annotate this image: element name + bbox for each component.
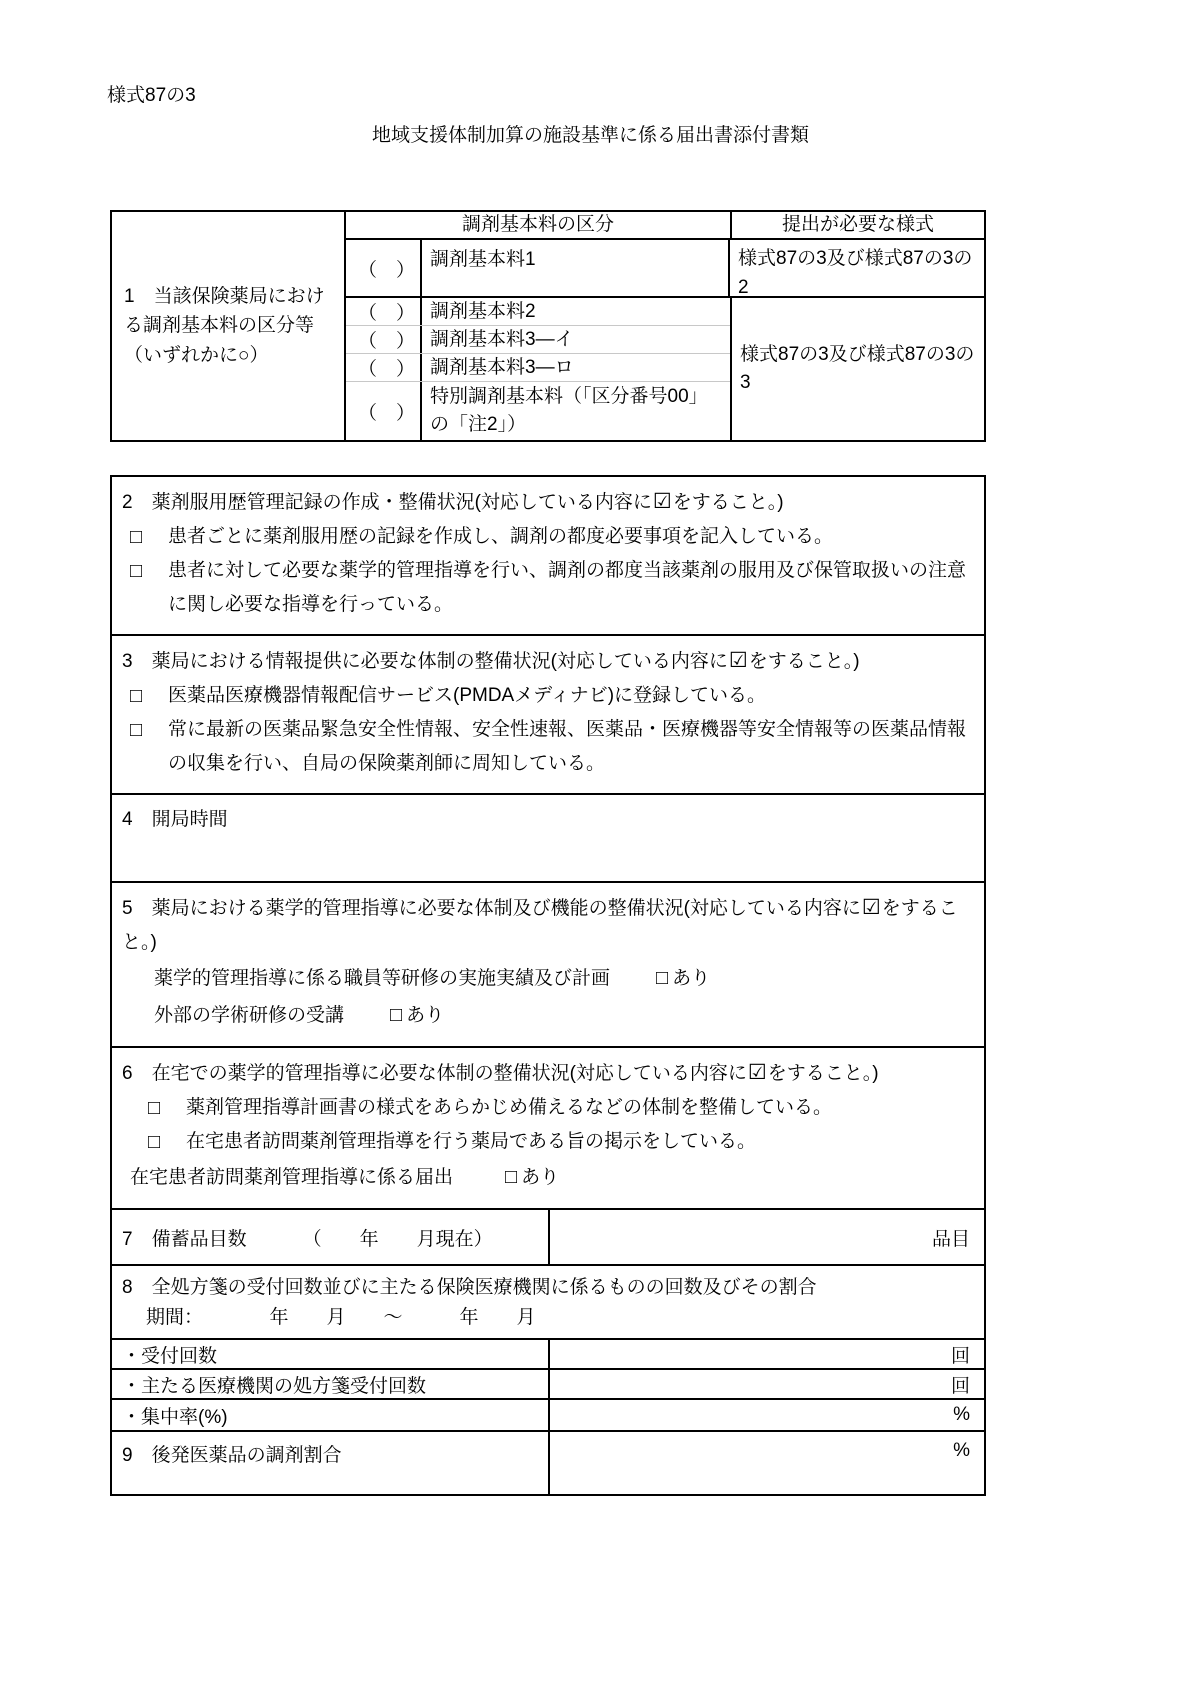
form-number: 様式87の3 bbox=[107, 85, 196, 106]
table-row bbox=[112, 1370, 984, 1400]
row-value-cell[interactable] bbox=[550, 1370, 984, 1398]
checkbox-icon[interactable]: □ bbox=[390, 1004, 403, 1026]
section-4-title: 4 開局時間 bbox=[122, 809, 228, 830]
section-8-title: 8 全処方箋の受付回数並びに主たる保険医療機関に係るものの回数及びその割合 bbox=[122, 1277, 817, 1298]
checkbox-icon[interactable]: □ bbox=[130, 560, 143, 582]
section-9-label: 9 後発医薬品の調剤割合 bbox=[112, 1432, 550, 1494]
table-row bbox=[346, 354, 730, 382]
checkbox-icon[interactable]: □ bbox=[130, 719, 143, 741]
required-form-cell: 様式87の3及び様式87の3の3 bbox=[740, 343, 975, 393]
section-9-unit: % bbox=[953, 1440, 970, 1461]
section-3 bbox=[112, 636, 984, 795]
checklist-item-text: 薬剤管理指導計画書の様式をあらかじめ備えるなどの体制を整備している。 bbox=[186, 1097, 833, 1118]
column-header-required-form: 提出が必要な様式 bbox=[781, 214, 934, 235]
row-label: 在宅患者訪問薬剤管理指導に係る届出 bbox=[130, 1167, 454, 1188]
fee-item-label: 調剤基本料2 bbox=[430, 300, 536, 322]
checklist-item-text: 患者ごとに薬剤服用歴の記録を作成し、調剤の都度必要事項を記入している。 bbox=[168, 526, 834, 547]
section-3-title-text: 3 薬局における情報提供に必要な体制の整備状況(対応している内容に bbox=[122, 651, 728, 672]
section-2-title bbox=[122, 485, 974, 520]
section-6-title-text: 6 在宅での薬学的管理指導に必要な体制の整備状況(対応している内容に bbox=[122, 1063, 747, 1084]
row-value-cell[interactable] bbox=[550, 1400, 984, 1430]
section-5-title bbox=[122, 891, 974, 960]
section-7-period: （ 年 月現在） bbox=[302, 1228, 493, 1250]
section-9 bbox=[112, 1432, 984, 1494]
checkbox-icon[interactable]: □ bbox=[130, 685, 143, 707]
fee-row-group bbox=[346, 298, 984, 440]
stock-items-label-cell bbox=[112, 1210, 550, 1264]
external-training-row bbox=[122, 997, 974, 1034]
table-row bbox=[346, 326, 730, 354]
row-suffix: あり bbox=[406, 1005, 445, 1026]
section-6 bbox=[112, 1048, 984, 1210]
main-table bbox=[110, 475, 986, 1496]
section-7-unit: 品目 bbox=[931, 1228, 970, 1250]
table-row bbox=[112, 1400, 984, 1430]
section-4 bbox=[112, 795, 984, 883]
stock-items-value-cell[interactable] bbox=[550, 1210, 984, 1264]
section-5-title-text: をすること。) bbox=[122, 898, 958, 953]
checklist-item-text: 在宅患者訪問薬剤管理指導を行う薬局である旨の掲示をしている。 bbox=[186, 1131, 757, 1152]
row-suffix: あり bbox=[672, 968, 711, 989]
checklist-item bbox=[122, 554, 974, 622]
section-9-value-cell[interactable] bbox=[550, 1432, 984, 1494]
fee-row-1 bbox=[346, 240, 984, 298]
fee-item-label: 特別調剤基本料（「区分番号00」の「注2」） bbox=[430, 386, 708, 435]
checklist-item-text: 常に最新の医薬品緊急安全性情報、安全性速報、医薬品・医療機器等安全情報等の医薬品情報の収集を行い、自局の保険薬剤師に周知している。 bbox=[168, 719, 967, 774]
basic-fee-row-label: 1 当該保険薬局における調剤基本料の区分等（いずれかに○） bbox=[112, 212, 346, 440]
row-label: ・集中率(%) bbox=[112, 1400, 550, 1430]
fee-item-label: 調剤基本料1 bbox=[422, 240, 730, 296]
table-row bbox=[346, 298, 730, 326]
section-8-period: 期間： 年 月 ～ 年 月 bbox=[146, 1307, 536, 1328]
section-7 bbox=[112, 1210, 984, 1266]
row-label: ・主たる医療機関の処方箋受付回数 bbox=[112, 1370, 550, 1398]
fee-item-label: 調剤基本料3―イ bbox=[430, 328, 574, 350]
circle-choice-cell[interactable]: （ ） bbox=[346, 326, 422, 353]
row-unit: 回 bbox=[950, 1375, 970, 1397]
checked-checkbox-icon: ☑ bbox=[652, 490, 672, 513]
checklist-item bbox=[122, 520, 974, 554]
checklist-item bbox=[122, 679, 974, 713]
row-label: 外部の学術研修の受講 bbox=[154, 1005, 345, 1026]
basic-fee-right bbox=[346, 212, 984, 440]
checklist-item-text: 患者に対して必要な薬学的管理指導を行い、調剤の都度当該薬剤の服用及び保管取扱いの注意に関し必要な指導を行っている。 bbox=[168, 560, 967, 615]
page-title: 地域支援体制加算の施設基準に係る届出書添付書類 bbox=[371, 125, 809, 146]
checklist-item bbox=[122, 1125, 974, 1159]
row-label: ・受付回数 bbox=[112, 1340, 550, 1368]
section-7-label: 7 備蓄品目数 bbox=[122, 1228, 247, 1250]
checkbox-icon[interactable]: □ bbox=[148, 1097, 161, 1119]
section-5-title-text: 5 薬局における薬学的管理指導に必要な体制及び機能の整備状況(対応している内容に bbox=[122, 898, 861, 919]
fee-item-label: 調剤基本料3―ロ bbox=[430, 356, 574, 378]
circle-choice-cell[interactable]: （ ） bbox=[346, 240, 422, 296]
circle-choice-cell[interactable]: （ ） bbox=[346, 298, 422, 325]
training-record-row bbox=[122, 960, 974, 997]
checklist-item-text: 医薬品医療機器情報配信サービス(PMDAメディナビ)に登録している。 bbox=[168, 685, 767, 706]
checkbox-icon[interactable]: □ bbox=[148, 1131, 161, 1153]
circle-choice-cell[interactable]: （ ） bbox=[346, 354, 422, 381]
checked-checkbox-icon: ☑ bbox=[728, 649, 748, 672]
checkbox-icon[interactable]: □ bbox=[130, 526, 143, 548]
row-label: 薬学的管理指導に係る職員等研修の実施実績及び計画 bbox=[154, 968, 611, 989]
table-row bbox=[346, 382, 730, 440]
row-value-cell[interactable] bbox=[550, 1340, 984, 1368]
row-unit: 回 bbox=[950, 1345, 970, 1367]
table-row bbox=[112, 1340, 984, 1370]
row-suffix: あり bbox=[521, 1167, 560, 1188]
basic-fee-header-row bbox=[346, 212, 984, 240]
section-2-title-text: 2 薬剤服用歴管理記録の作成・整備状況(対応している内容に bbox=[122, 492, 652, 513]
fee-group-column bbox=[346, 298, 732, 440]
row-unit: % bbox=[953, 1404, 970, 1425]
section-3-title-text: をすること。) bbox=[748, 651, 860, 672]
required-form-cell: 様式87の3及び様式87の3の2 bbox=[738, 248, 973, 298]
section-8 bbox=[112, 1266, 984, 1432]
section-6-title-text: をすること。) bbox=[767, 1063, 879, 1084]
section-8-header bbox=[112, 1266, 984, 1340]
checked-checkbox-icon: ☑ bbox=[861, 896, 881, 919]
section-6-title bbox=[122, 1056, 974, 1091]
section-3-title bbox=[122, 644, 974, 679]
checkbox-icon[interactable]: □ bbox=[656, 967, 669, 989]
circle-choice-cell[interactable]: （ ） bbox=[346, 382, 422, 440]
section-2-title-text: をすること。) bbox=[672, 492, 784, 513]
column-header-fee-category: 調剤基本料の区分 bbox=[346, 212, 732, 238]
checklist-item bbox=[122, 1091, 974, 1125]
basic-fee-table bbox=[110, 210, 986, 442]
home-visit-notification-row bbox=[122, 1159, 974, 1196]
checklist-item bbox=[122, 713, 974, 781]
section-2 bbox=[112, 477, 984, 636]
checked-checkbox-icon: ☑ bbox=[747, 1061, 767, 1084]
section-5 bbox=[112, 883, 984, 1048]
checkbox-icon[interactable]: □ bbox=[505, 1166, 518, 1188]
